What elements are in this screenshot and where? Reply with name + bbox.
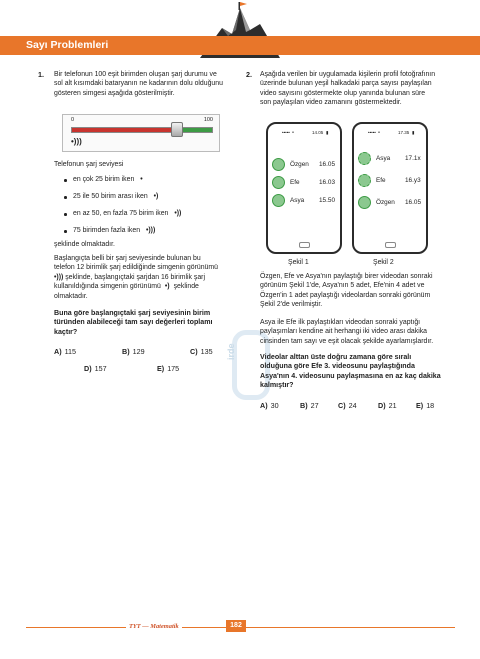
q2-para-line: Asya ile Efe ilk paylaştıkları videodan sonraki yaptığı [260,319,421,326]
q1-intro [54,70,234,98]
signal-level-4-icon: •))) [145,227,156,234]
contact-name: Asya [376,155,391,162]
battery-icon: ▮ [412,130,415,135]
option-value: 129 [132,347,145,356]
q2-para-line: Özgen'in 1 adet paylaştığı videolardan sonraki görünüm [260,291,431,299]
option-value: 135 [200,347,213,356]
q1-para-line: olmaktadır. [54,292,88,300]
option-letter: D) [84,364,92,373]
option-letter: B) [300,401,308,410]
figure-2-caption: Şekil 2 [373,259,394,266]
shown-text: şeklinde olmaktadır. [54,241,115,248]
contact-time: 16.y3 [405,177,421,184]
status-bar [354,130,426,136]
option-letter: A) [260,401,268,410]
charge-slider-panel [62,114,220,152]
bullet-text: en az 50, en fazla 75 birim iken [73,210,169,217]
q2-intro-line: son paylaşılan video zamanını göstermektedir. [260,99,402,107]
option-value: 175 [167,364,180,373]
q1-intro-line: gösteren simgesi aşağıda gösterilmiştir. [54,89,175,97]
bullet-text: 25 ile 50 birim arası iken [73,193,148,200]
option-value: 27 [310,401,319,410]
q2-intro-line: video sayısını göstermekte olup yanında bulunan süre [260,89,426,97]
q1-option-b[interactable] [122,347,145,356]
footer-text: TYT — Matematik [126,623,182,630]
avatar-ring [272,176,285,189]
q2-option-d[interactable] [378,401,397,410]
option-letter: C) [338,401,346,410]
charge-label: Telefonun şarj seviyesi [54,161,124,168]
option-letter: E) [157,364,165,373]
status-time: 14.05 [312,130,324,135]
q1-paragraph [54,254,244,301]
q1-intro-line: Bir telefonun 100 eşit birimden oluşan şarj durumu ve [54,71,217,78]
q2-intro [260,70,460,108]
q2-question-line: kalmıştır? [260,381,294,390]
option-value: 115 [64,347,77,356]
option-value: 21 [388,401,397,410]
contact-row [358,174,422,190]
avatar-ring [358,152,371,165]
q1-para-line: şeklinde, başlangıçtaki şarjdan 16 birimlik şarj [65,273,206,281]
q1-question-line: türünden alabileceği tam sayı değerleri toplamı [54,318,213,327]
home-button [385,242,396,248]
q1-option-d[interactable] [84,364,107,373]
q2-option-a[interactable] [260,401,279,410]
q1-option-c[interactable] [190,347,213,356]
signal-icon: ••••• ⚬ [368,130,381,135]
q1-question-line: Buna göre başlangıçtaki şarj seviyesinin birim [54,309,211,317]
status-time: 17.35 [398,130,410,135]
q2-para-line: cinsinden tam sayı ve eşit olacak şekilde ayarlamışlardır. [260,337,434,345]
bullet-item [64,227,155,234]
signal-level-1-icon: • [140,176,143,183]
q2-option-e[interactable] [416,401,434,410]
signal-level-2-icon: •) [164,283,170,291]
contact-time: 17.1x [405,155,421,162]
q1-para-line: telefon 12 birimlik şarj edildiğinde simgenin görünümü [54,264,218,272]
slider-max-label: 100 [203,117,213,123]
signal-level-3-icon: •)) [174,210,182,217]
figure-1-caption: Şekil 1 [288,259,309,266]
slider-thumb[interactable] [171,122,183,137]
option-letter: C) [190,347,198,356]
contact-name: Asya [290,197,305,204]
q2-question-line: olduğuna göre Efe 3. videosunu paylaştığında [260,362,415,371]
bullet-item [64,210,181,217]
option-letter: D) [378,401,386,410]
slider-track [71,127,213,133]
avatar-ring [358,196,371,209]
contact-time: 16.05 [319,161,335,168]
avatar-ring [272,158,285,171]
battery-signal-icon: •))) [71,137,82,146]
q2-para-line: Şekil 2'de verilmiştir. [260,301,323,309]
q2-question [260,353,460,391]
q1-question-line: kaçtır? [54,327,78,336]
q2-option-c[interactable] [338,401,357,410]
contact-name: Özgen [290,161,309,168]
contact-time: 16.05 [405,199,421,206]
q2-para-line: paylaşımları kendine ait herhangi iki video arası dakika [260,328,427,336]
q2-intro-line: Aşağıda verilen bir uygulamada kişilerin profil fotoğrafının [260,71,436,78]
q1-para-line: Başlangıçta belli bir şarj seviyesinde bulunan bu [54,255,201,262]
bullet-text: en çok 25 birim iken [73,176,135,183]
contact-name: Efe [290,179,300,186]
contact-time: 16.03 [319,179,335,186]
q2-paragraph-2 [260,318,460,346]
bullet-text: 75 birimden fazla iken [73,227,141,234]
signal-level-4-icon: •))) [54,273,66,281]
q1-number: 1. [38,70,44,79]
slider-min-label: 0 [71,117,75,123]
contact-row [358,196,422,212]
contact-row [358,152,422,168]
option-letter: E) [416,401,424,410]
phone-figure-2 [352,122,428,254]
contact-row [272,176,336,192]
q2-para-line: görünüm Şekil 1'de, Asya'nın 5 adet, Efe'nin 4 adet ve [260,282,425,290]
bullet-item [64,176,143,183]
home-button [299,242,310,248]
q2-intro-line: üzerinde bulunan yeşil halkadaki parça sayısı paylaşılan [260,80,432,88]
option-letter: A) [54,347,62,356]
section-title: Sayı Problemleri [26,39,109,51]
option-value: 18 [426,401,435,410]
contact-time: 15.50 [319,197,335,204]
option-value: 157 [94,364,107,373]
q1-para-line: kullanıldığında simgenin görünümü [54,283,161,291]
q1-question [54,309,244,337]
q1-option-e[interactable] [157,364,179,373]
q1-para-line: şeklinde [173,283,199,291]
page-number: 182 [226,620,246,632]
q2-option-b[interactable] [300,401,319,410]
avatar-ring [272,194,285,207]
contact-name: Özgen [376,199,395,206]
q2-para-line: Özgen, Efe ve Asya'nın paylaştığı birer videodan sonraki [260,273,433,280]
avatar-ring [358,174,371,187]
q2-number: 2. [246,70,252,79]
contact-row [272,194,336,210]
option-value: 30 [270,401,279,410]
q2-question-line: Asya'nın 4. videosunu paylaşmasına en az kaç dakika [260,371,441,380]
option-letter: B) [122,347,130,356]
bullet-item [64,193,158,200]
signal-icon: ••••• ⚬ [282,130,295,135]
contact-name: Efe [376,177,386,184]
q1-option-a[interactable] [54,347,76,356]
q2-paragraph-1 [260,272,460,310]
q2-question-line: Videolar alttan üste doğru zamana göre sıralı [260,353,412,361]
status-bar [268,130,340,136]
q1-intro-line: sol alt kısımdaki bataryanın ne kadarının dolu olduğunu [54,80,223,88]
battery-icon: ▮ [326,130,329,135]
signal-level-2-icon: •) [153,193,159,200]
watermark-text: irde [226,343,236,360]
contact-row [272,158,336,174]
option-value: 24 [348,401,357,410]
phone-figure-1 [266,122,342,254]
